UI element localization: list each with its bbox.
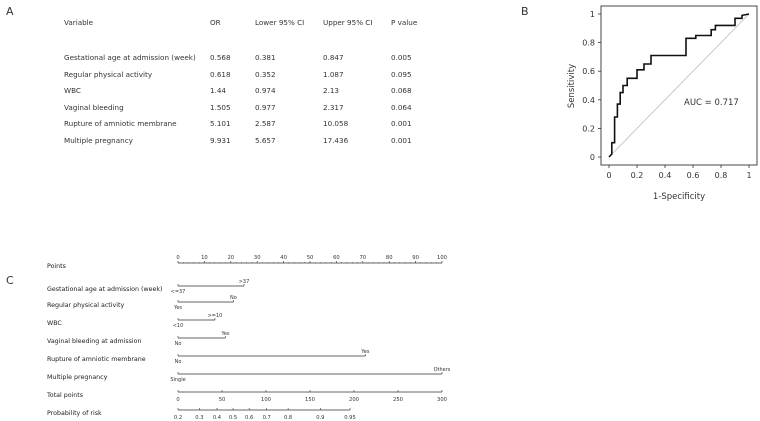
panel-label-b: B bbox=[521, 5, 529, 18]
roc-curve-chart bbox=[560, 0, 760, 210]
nomogram-row-label: Points bbox=[47, 263, 66, 270]
nomogram-level-label: No bbox=[174, 341, 182, 347]
nomogram-level-label: >=10 bbox=[207, 313, 223, 319]
cell-p-value: 0.068 bbox=[391, 86, 412, 95]
cell-p-value: 0.001 bbox=[391, 119, 412, 128]
nomogram-tick-label: 50 bbox=[218, 397, 226, 403]
nomogram-row-label: Regular physical activity bbox=[47, 302, 125, 309]
cell-variable: Gestational age at admission (week) bbox=[64, 53, 196, 62]
cell-variable: Vaginal bleeding bbox=[64, 103, 124, 112]
cell-variable: Rupture of amniotic membrane bbox=[64, 119, 177, 128]
nomogram-row-label: Vaginal bleeding at admission bbox=[47, 338, 142, 345]
nomogram-tick-label: 0.9 bbox=[316, 415, 325, 421]
cell-upper-ci: 1.087 bbox=[323, 70, 344, 79]
nomogram-tick-label: 0.5 bbox=[228, 415, 238, 421]
auc-annotation: AUC = 0.717 bbox=[684, 98, 739, 108]
y-axis-label: Sensitivity bbox=[567, 63, 577, 109]
nomogram-tick-label: 100 bbox=[261, 397, 271, 403]
nomogram-tick-label: 0.4 bbox=[212, 415, 222, 421]
x-tick-label: 0.8 bbox=[714, 171, 728, 180]
nomogram-level-label: Single bbox=[170, 377, 186, 383]
cell-lower-ci: 0.352 bbox=[255, 70, 276, 79]
cell-or: 0.568 bbox=[210, 53, 231, 62]
nomogram-level-label: No bbox=[174, 359, 182, 365]
nomogram-row-label: Rupture of amniotic membrane bbox=[47, 356, 146, 363]
nomogram-row-label: Multiple pregnancy bbox=[47, 374, 108, 381]
cell-upper-ci: 10.058 bbox=[323, 119, 349, 128]
nomogram-tick-label: 0.3 bbox=[195, 415, 204, 421]
cell-upper-ci: 0.847 bbox=[323, 53, 344, 62]
x-tick-label: 1 bbox=[746, 171, 752, 180]
nomogram-tick-label: 80 bbox=[385, 255, 393, 261]
panel-label-a: A bbox=[6, 5, 14, 18]
y-tick-label: 1 bbox=[589, 10, 595, 19]
nomogram-level-label: No bbox=[230, 295, 237, 301]
cell-lower-ci: 0.381 bbox=[255, 53, 276, 62]
cell-p-value: 0.001 bbox=[391, 136, 412, 145]
nomogram-level-label: <=37 bbox=[170, 289, 186, 295]
nomogram-tick-label: 0.2 bbox=[173, 415, 183, 421]
nomogram-tick-label: 250 bbox=[393, 397, 403, 403]
cell-or: 5.101 bbox=[210, 119, 231, 128]
reference-diagonal-line bbox=[609, 14, 749, 157]
cell-p-value: 0.095 bbox=[391, 70, 412, 79]
cell-upper-ci: 2.317 bbox=[323, 103, 344, 112]
nomogram-level-label: <10 bbox=[172, 323, 184, 329]
nomogram-level-label: Yes bbox=[221, 331, 230, 337]
header-variable: Variable bbox=[64, 18, 94, 27]
cell-lower-ci: 2.587 bbox=[255, 119, 276, 128]
nomogram-level-label: >37 bbox=[238, 279, 250, 285]
cell-lower-ci: 0.977 bbox=[255, 103, 276, 112]
nomogram-tick-label: 0.8 bbox=[283, 415, 293, 421]
nomogram-tick-label: 150 bbox=[305, 397, 315, 403]
nomogram-tick-label: 60 bbox=[333, 255, 340, 261]
cell-or: 0.618 bbox=[210, 70, 231, 79]
nomogram-level-label: Yes bbox=[361, 349, 370, 355]
cell-upper-ci: 17.436 bbox=[323, 136, 349, 145]
header-p-value: P value bbox=[391, 18, 418, 27]
header-lower-ci: Lower 95% CI bbox=[255, 18, 305, 27]
y-tick-label: 0.4 bbox=[582, 95, 595, 105]
nomogram-tick-label: 0.6 bbox=[245, 415, 254, 421]
y-tick-label: 0.8 bbox=[582, 38, 595, 48]
cell-variable: Regular physical activity bbox=[64, 70, 153, 79]
cell-p-value: 0.005 bbox=[391, 53, 412, 62]
x-tick-label: 0 bbox=[606, 171, 612, 180]
cell-variable: Multiple pregnancy bbox=[64, 136, 133, 145]
x-tick-label: 0.4 bbox=[658, 171, 672, 180]
nomogram-level-label: Yes bbox=[173, 305, 183, 311]
panel-label-c: C bbox=[6, 274, 14, 287]
y-tick-label: 0.6 bbox=[582, 67, 595, 77]
x-tick-label: 0.6 bbox=[686, 171, 700, 180]
header-upper-ci: Upper 95% CI bbox=[323, 18, 373, 27]
nomogram-tick-label: 300 bbox=[437, 397, 447, 403]
nomogram bbox=[0, 250, 760, 421]
nomogram-tick-label: 20 bbox=[227, 255, 235, 261]
cell-or: 1.505 bbox=[210, 103, 231, 112]
x-axis-label: 1-Specificity bbox=[652, 192, 706, 202]
nomogram-tick-label: 0.95 bbox=[344, 415, 356, 421]
cell-or: 9.931 bbox=[210, 136, 231, 145]
y-tick-label: 0.2 bbox=[582, 124, 595, 134]
cell-p-value: 0.064 bbox=[391, 103, 412, 112]
nomogram-tick-label: 100 bbox=[437, 255, 447, 261]
cell-variable: WBC bbox=[64, 86, 81, 95]
nomogram-tick-label: 50 bbox=[306, 255, 314, 261]
cell-or: 1.44 bbox=[210, 86, 227, 95]
nomogram-tick-label: 70 bbox=[359, 255, 367, 261]
nomogram-tick-label: 200 bbox=[349, 397, 359, 403]
nomogram-tick-label: 40 bbox=[280, 255, 287, 261]
nomogram-level-label: Others bbox=[433, 367, 451, 373]
y-tick-label: 0 bbox=[589, 153, 595, 162]
nomogram-row-label: Gestational age at admission (week) bbox=[47, 286, 163, 293]
nomogram-tick-label: 90 bbox=[412, 255, 419, 261]
odds-ratio-table bbox=[0, 0, 520, 160]
nomogram-tick-label: 10 bbox=[201, 255, 208, 261]
cell-lower-ci: 5.657 bbox=[255, 136, 276, 145]
nomogram-row-label: Probability of risk bbox=[47, 410, 102, 417]
cell-lower-ci: 0.974 bbox=[255, 86, 276, 95]
header-or: OR bbox=[210, 18, 221, 27]
nomogram-tick-label: 0.7 bbox=[262, 415, 271, 421]
cell-upper-ci: 2.13 bbox=[323, 86, 340, 95]
nomogram-tick-label: 30 bbox=[253, 255, 261, 261]
nomogram-row-label: WBC bbox=[47, 320, 62, 327]
nomogram-row-label: Total points bbox=[47, 392, 84, 399]
nomogram-tick-label: 0 bbox=[176, 397, 180, 403]
x-tick-label: 0.2 bbox=[630, 171, 644, 180]
nomogram-tick-label: 0 bbox=[176, 255, 180, 261]
